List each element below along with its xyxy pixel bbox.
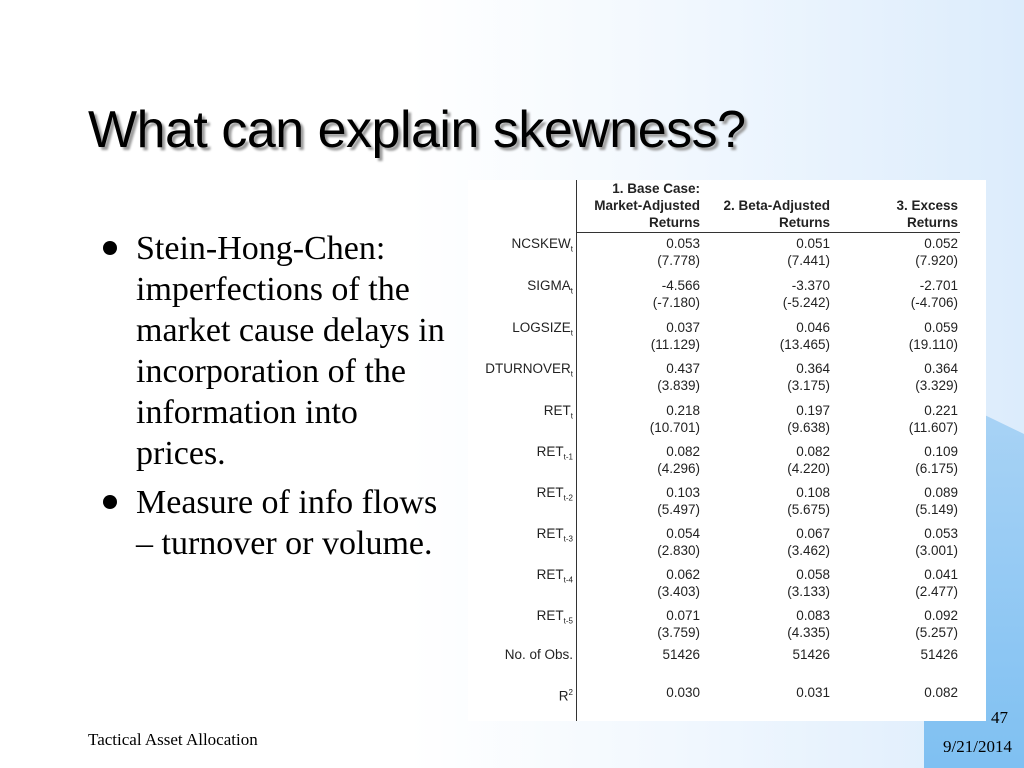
table-cell: 0.059 (19.110) [908, 320, 958, 352]
row-label: $LOGSIZE_t$ [512, 320, 573, 338]
header-line: 1. Base Case: [612, 181, 700, 196]
table-cell: 0.083 (4.335) [787, 608, 830, 640]
table-cell: 0.089 (5.149) [915, 485, 958, 517]
regression-table [468, 180, 986, 721]
table-cell: 0.051 (7.441) [787, 236, 830, 268]
header-line: Returns [778, 215, 830, 230]
bullet-item [96, 482, 456, 564]
row-label: $RET_{t-4}$ [536, 567, 573, 585]
table-cell: 0.052 (7.920) [915, 236, 958, 268]
header-line [704, 180, 830, 197]
table-cell: 0.218 (10.701) [649, 403, 700, 435]
table-cell: 0.067 (3.462) [787, 526, 830, 558]
header-line: Returns [906, 215, 958, 230]
table-cell: 0.437 (3.839) [657, 361, 700, 393]
table-row [468, 684, 986, 724]
header-line: Returns [648, 215, 700, 230]
slide-title: What can explain skewness? [88, 101, 746, 159]
row-label: $DTURNOVER_t$ [485, 361, 573, 379]
table-row [468, 360, 986, 400]
table-cell: 0.082 [924, 685, 958, 700]
bullet-list [96, 228, 456, 572]
table-row [468, 319, 986, 359]
row-label: $RET_t$ [543, 403, 573, 421]
table-cell: 0.041 (2.477) [915, 567, 958, 599]
column-header-excess [834, 180, 958, 231]
table-cell: 51426 [662, 647, 700, 662]
table-cell: 0.103 (5.497) [657, 485, 700, 517]
table-cell: 0.108 (5.675) [787, 485, 830, 517]
row-label: $RET_{t-3}$ [536, 526, 573, 544]
bullet-text: Stein-Hong-Chen: imperfections of the market cause delays in incorporation of the information into prices. [136, 230, 445, 472]
row-label: $SIGMA_t$ [527, 278, 573, 296]
bullet-dot-icon [103, 241, 117, 255]
table-cell: 0.062 (3.403) [657, 567, 700, 599]
header-line [834, 180, 958, 197]
row-label: $RET_{t-1}$ [536, 444, 573, 462]
bullet-text: Measure of info flows – turnover or volume. [136, 484, 438, 562]
table-header-rule [576, 232, 960, 233]
table-cell: 0.054 (2.830) [657, 526, 700, 558]
table-row [468, 525, 986, 565]
table-cell: 0.082 (4.220) [787, 444, 830, 476]
table-cell: 0.058 (3.133) [787, 567, 830, 599]
column-header-base-case [580, 180, 700, 231]
table-row [468, 402, 986, 442]
table-cell: 0.082 (4.296) [657, 444, 700, 476]
header-line: Market-Adjusted [594, 198, 700, 213]
bullet-item [96, 228, 456, 474]
table-row [468, 235, 986, 275]
table-cell: 0.109 (6.175) [915, 444, 958, 476]
table-cell: 0.364 (3.329) [915, 361, 958, 393]
row-label: $R^2$ [558, 688, 573, 704]
row-label: $RET_{t-5}$ [536, 608, 573, 626]
table-cell: 0.092 (5.257) [915, 608, 958, 640]
table-cell: 51426 [920, 647, 958, 662]
header-line: 3. Excess [896, 198, 958, 213]
table-cell: -3.370 (-5.242) [782, 278, 830, 310]
bullet-dot-icon [103, 495, 117, 509]
table-cell: -2.701 (-4.706) [910, 278, 958, 310]
table-cell: 0.364 (3.175) [787, 361, 830, 393]
table-cell: 0.197 (9.638) [787, 403, 830, 435]
header-line: 2. Beta-Adjusted [723, 198, 830, 213]
table-cell: 0.053 (3.001) [915, 526, 958, 558]
table-cell: 0.030 [666, 685, 700, 700]
table-row [468, 484, 986, 524]
table-cell: 0.031 [796, 685, 830, 700]
column-header-beta-adjusted [704, 180, 830, 231]
table-cell: -4.566 (-7.180) [652, 278, 700, 310]
table-cell: 0.071 (3.759) [657, 608, 700, 640]
footer-course-title: Tactical Asset Allocation [88, 730, 258, 749]
table-row [468, 277, 986, 317]
row-label: No. of Obs. [504, 647, 573, 662]
slide-number: 47 [991, 708, 1008, 727]
table-cell: 0.053 (7.778) [657, 236, 700, 268]
table-cell: 51426 [792, 647, 830, 662]
table-row [468, 566, 986, 606]
row-label: $RET_{t-2}$ [536, 485, 573, 503]
row-label: $NCSKEW_t$ [511, 236, 573, 254]
table-cell: 0.046 (13.465) [779, 320, 830, 352]
table-cell: 0.221 (11.607) [908, 403, 958, 435]
footer-date: 9/21/2014 [943, 737, 1012, 756]
table-cell: 0.037 (11.129) [650, 320, 700, 352]
table-row [468, 607, 986, 647]
table-row [468, 443, 986, 483]
table-row [468, 646, 986, 686]
